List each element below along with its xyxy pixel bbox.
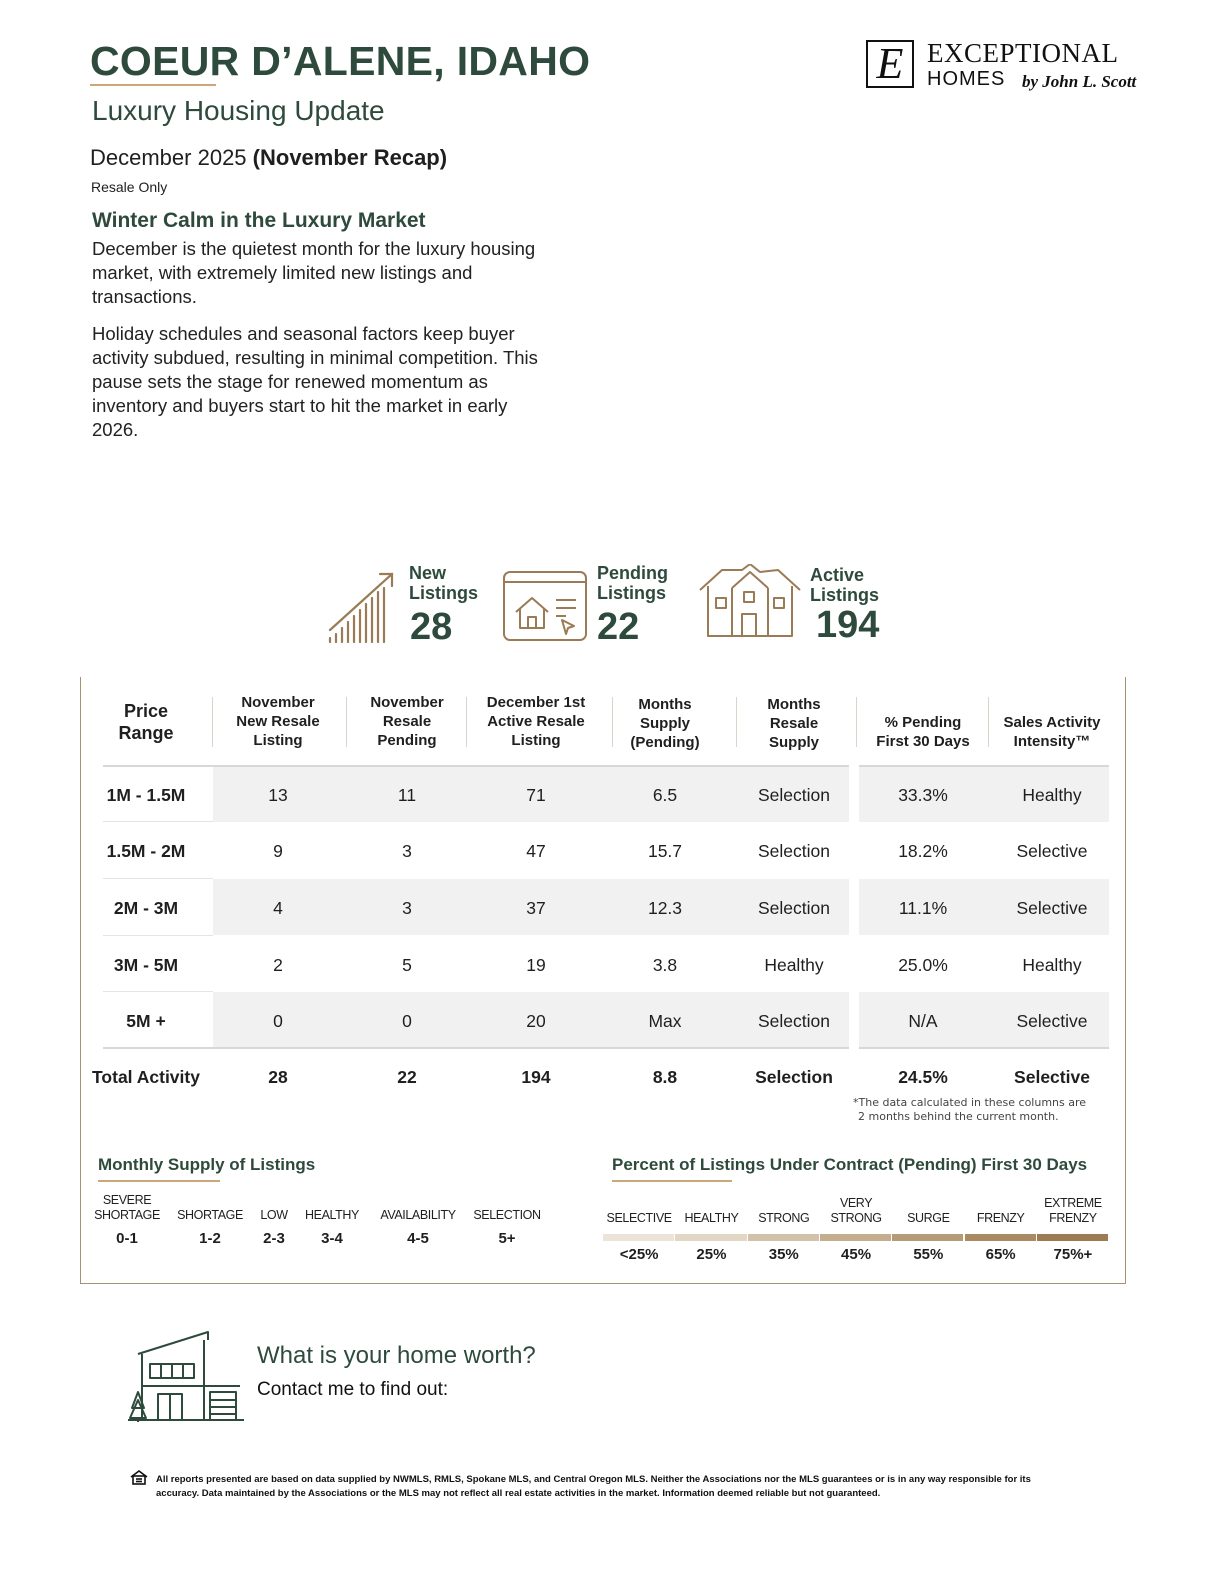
table-bottom-rule [103, 1047, 849, 1049]
column-header-line: Active Resale [487, 713, 585, 730]
table-cell: Selection [758, 841, 830, 861]
table-cell: 13 [268, 785, 288, 805]
table-cell: 11 [397, 785, 417, 805]
house-listing-card-icon [502, 570, 588, 642]
table-bottom-rule [859, 1047, 1109, 1049]
pending-level-swatch [603, 1234, 674, 1241]
supply-level-range: 3-4 [321, 1230, 343, 1247]
table-cell: 19 [526, 955, 546, 975]
table-cell: Selection [758, 1011, 830, 1031]
column-header [71, 700, 221, 744]
column-header [332, 693, 482, 750]
row-divider [103, 935, 213, 936]
table-top-rule [103, 765, 849, 767]
pending-legend-underline [612, 1180, 732, 1182]
pending-listings-label [597, 563, 668, 603]
column-header-line: November [370, 694, 444, 711]
table-cell: Selection [758, 898, 830, 918]
supply-level-range: 1-2 [199, 1230, 221, 1247]
pending-level-value: 45% [841, 1246, 872, 1263]
supply-label-line-1 [452, 1193, 562, 1208]
disclaimer-text: All reports presented are based on data supplied by NWMLS, RMLS, Spokane MLS, and Central Oregon MLS. Neither the Associations nor the MLS guarantees or is in any way responsible for its accuracy. Data maintained by the Associations or the MLS may not reflect all real estate activities in the market. Information deemed reliable but not guaranteed. [156, 1474, 1031, 1499]
table-cell: 18.2% [898, 841, 948, 861]
column-header-line: Listing [253, 732, 303, 749]
total-cell: 28 [268, 1067, 288, 1087]
price-range-cell: 1.5M - 2M [106, 841, 186, 861]
active-listings-label [810, 565, 879, 605]
supply-label-line-2: SHORTAGE [177, 1208, 243, 1222]
supply-level-range: 5+ [498, 1230, 516, 1247]
supply-label-line-2: SHORTAGE [94, 1208, 160, 1222]
supply-label-line-2: SELECTION [473, 1208, 541, 1222]
supply-level-range: 4-5 [407, 1230, 429, 1247]
total-cell: 194 [521, 1067, 551, 1087]
table-cell: Selective [1016, 898, 1088, 918]
pending-label-line-2: STRONG [758, 1211, 810, 1225]
column-header-line: Resale [382, 713, 432, 730]
table-cell: 47 [526, 841, 546, 861]
supply-level-label [452, 1193, 562, 1223]
table-cell: 37 [526, 898, 546, 918]
table-cell: 33.3% [898, 785, 948, 805]
date-text: December 2025 [90, 145, 247, 170]
supply-level-range: 0-1 [116, 1230, 138, 1247]
supply-label-line-2: LOW [260, 1208, 288, 1222]
pending-level-value: 25% [696, 1246, 727, 1263]
column-header-line: New Resale [236, 713, 320, 730]
column-header [848, 713, 998, 751]
pending-level-value: 75%+ [1053, 1246, 1093, 1263]
table-cell: Selection [758, 785, 830, 805]
supply-label-line-2: AVAILABILITY [380, 1208, 456, 1222]
row-divider [103, 878, 213, 879]
pending-level-label [1028, 1196, 1118, 1226]
column-header-line: December 1st [486, 694, 586, 711]
pending-label-line-2: FRENZY [1049, 1211, 1097, 1225]
title-underline [90, 84, 216, 86]
pending-level-value: 55% [913, 1246, 944, 1263]
logo-monogram: E [866, 40, 914, 88]
pending-level-swatch [675, 1234, 746, 1241]
footnote-line-2: 2 months behind the current month. [858, 1110, 1059, 1123]
column-header-line: Supply [639, 715, 690, 732]
footnote-line-1: *The data calculated in these columns are [853, 1096, 1087, 1109]
supply-label-line-2: HEALTHY [305, 1208, 359, 1222]
table-cell: 0 [402, 1011, 412, 1031]
table-cell: 25.0% [898, 955, 948, 975]
table-cell: 2 [273, 955, 283, 975]
price-range-cell: 5M + [126, 1011, 166, 1031]
table-cell: N/A [908, 1011, 938, 1031]
column-header-line: Months [767, 696, 821, 713]
pending-legend-title: Percent of Listings Under Contract (Pending) First 30 Days [612, 1155, 1088, 1174]
supply-legend-underline [98, 1180, 220, 1182]
pending-label-line-2: SURGE [907, 1211, 950, 1225]
table-cell: Selective [1016, 841, 1088, 861]
table-cell: 5 [402, 955, 412, 975]
home-worth-icon [128, 1330, 244, 1422]
total-label: Total Activity [92, 1067, 200, 1087]
report-date [90, 145, 447, 171]
column-header [203, 693, 353, 750]
column-header-line: % Pending [884, 714, 962, 731]
new-label-1: New [409, 563, 447, 583]
total-cell: 22 [397, 1067, 417, 1087]
column-header-line: November [241, 694, 315, 711]
intro-paragraph-2: Holiday schedules and seasonal factors keep buyer activity subdued, resulting in minimal competition. This pause sets the stage for renewed momentum as inventory and buyers start to hit the market in early 2026. [92, 323, 538, 440]
table-cell: 6.5 [652, 785, 678, 805]
total-cell: 24.5% [898, 1067, 948, 1087]
scope-note: Resale Only [91, 179, 168, 195]
logo-line-2: HOMES [927, 68, 1006, 90]
table-cell: 71 [526, 785, 546, 805]
pending-level-swatch [748, 1234, 819, 1241]
total-cell: Selection [755, 1067, 833, 1087]
column-header-line: Pending [377, 732, 437, 749]
pending-level-value: 35% [768, 1246, 799, 1263]
pending-label-line-2: SELECTIVE [606, 1211, 672, 1225]
active-label-2: Listings [810, 585, 880, 605]
table-cell: 15.7 [647, 841, 683, 861]
column-header-line: Intensity™ [1013, 733, 1091, 750]
pending-level-swatch [892, 1234, 963, 1241]
table-cell: 0 [273, 1011, 283, 1031]
page-subtitle: Luxury Housing Update [92, 95, 385, 126]
price-range-cell: 2M - 3M [113, 898, 179, 918]
table-footnote [853, 1096, 1086, 1124]
pending-label-2: Listings [597, 583, 667, 603]
pending-label-line-2: STRONG [830, 1211, 882, 1225]
pending-label-1: Pending [597, 563, 668, 583]
table-top-rule [859, 765, 1109, 767]
brand-logo [866, 38, 1137, 94]
pending-level-swatch [820, 1234, 891, 1241]
table-cell: 12.3 [647, 898, 683, 918]
column-header-line: Supply [768, 734, 819, 751]
pending-level-swatch [1037, 1234, 1108, 1241]
pending-level-swatch [965, 1234, 1036, 1241]
cta-contact: Contact me to find out: [257, 1379, 449, 1400]
new-listings-value: 28 [410, 606, 453, 648]
pending-label-line-1: EXTREME [1044, 1196, 1102, 1210]
active-listings-value: 194 [816, 604, 880, 646]
new-label-2: Listings [409, 583, 479, 603]
equal-housing-icon [130, 1470, 148, 1485]
column-header-line: Listing [511, 732, 561, 749]
price-range-cell: 1M - 1.5M [106, 785, 186, 805]
column-header-line: First 30 Days [876, 733, 970, 750]
table-cell: 11.1% [898, 898, 948, 918]
intro-paragraph-1: December is the quietest month for the luxury housing market, with extremely limited new listings and transactions. [92, 238, 536, 307]
column-header-line: Price [123, 701, 169, 721]
table-cell: Healthy [1022, 955, 1082, 975]
table-cell: 3 [402, 898, 412, 918]
table-cell: Max [648, 1011, 682, 1031]
table-cell: Healthy [764, 955, 824, 975]
table-cell: Selective [1016, 1011, 1088, 1031]
supply-legend-title: Monthly Supply of Listings [98, 1155, 316, 1174]
house-icon [698, 564, 802, 638]
column-header-line: Range [118, 723, 174, 743]
table-cell: 9 [273, 841, 283, 861]
cta-question: What is your home worth? [257, 1342, 536, 1369]
logo-line-3: by John L. Scott [1022, 72, 1137, 91]
price-range-cell: 3M - 5M [113, 955, 179, 975]
logo-line-1: EXCEPTIONAL [927, 38, 1119, 68]
table-cell: 3 [402, 841, 412, 861]
column-header-line: (Pending) [630, 734, 700, 751]
pending-level-value: 65% [985, 1246, 1016, 1263]
column-header-line: Resale [769, 715, 819, 732]
column-header-line: Sales Activity [1003, 714, 1101, 731]
column-header [590, 695, 740, 752]
column-header [977, 713, 1127, 751]
column-header [461, 693, 611, 750]
table-cell: 4 [273, 898, 283, 918]
pending-label-line-1: VERY [839, 1196, 873, 1210]
column-header [719, 695, 869, 752]
page-title: COEUR D’ALENE, IDAHO [90, 38, 591, 84]
pending-level-value: <25% [619, 1246, 659, 1263]
table-cell: 3.8 [652, 955, 678, 975]
pending-label-line-2: FRENZY [976, 1211, 1025, 1225]
total-cell: 8.8 [652, 1067, 678, 1087]
table-cell: 20 [526, 1011, 546, 1031]
supply-label-line-1: SEVERE [102, 1193, 152, 1207]
table-cell: Healthy [1022, 785, 1082, 805]
pending-label-line-2: HEALTHY [684, 1211, 739, 1225]
recap-text: (November Recap) [252, 145, 448, 170]
pending-listings-value: 22 [597, 606, 640, 648]
supply-level-range: 2-3 [263, 1230, 285, 1247]
row-divider [103, 821, 213, 822]
active-label-1: Active [810, 565, 865, 585]
rising-chart-icon [326, 570, 400, 644]
new-listings-label [409, 563, 478, 603]
total-cell: Selective [1014, 1067, 1090, 1087]
intro-heading: Winter Calm in the Luxury Market [92, 209, 426, 232]
column-header-line: Months [638, 696, 692, 713]
row-divider [103, 991, 213, 992]
